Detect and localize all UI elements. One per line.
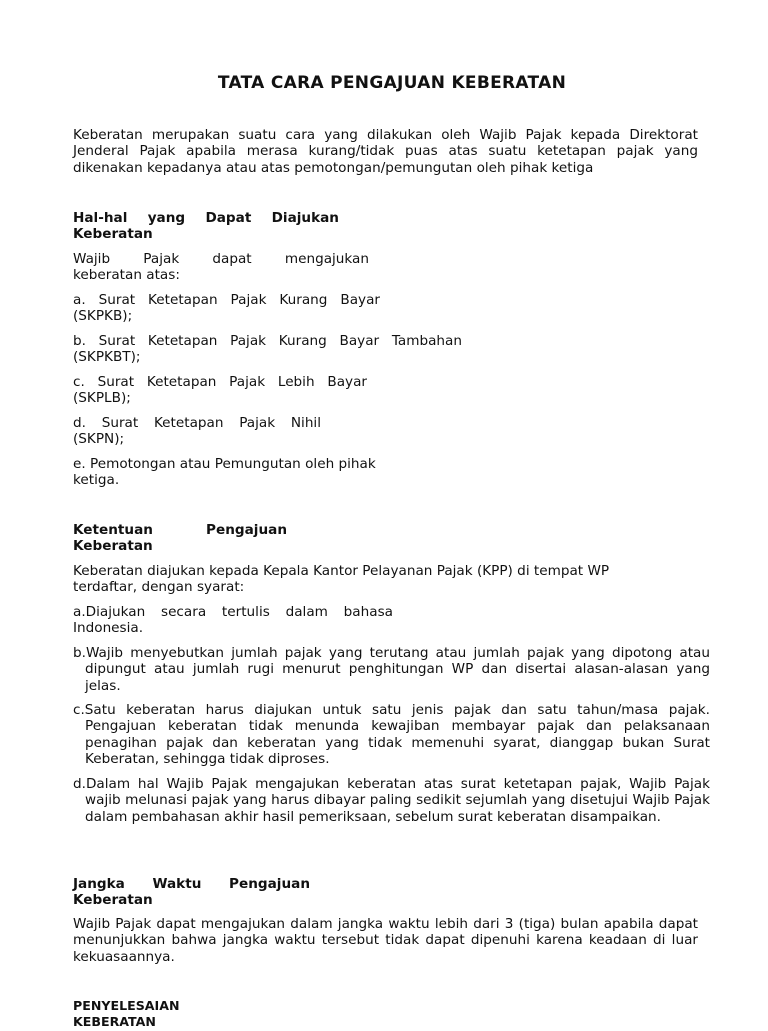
section-heading-line: Jangka Waktu Pengajuan [73,876,310,892]
text-line: keberatan atas: [73,267,180,284]
section3-body: Wajib Pajak dapat mengajukan dalam jangka waktu lebih dari 3 (tiga) bulan apabila dapat menunjukkan bahwa jangka waktu tersebut tidak dapat dipenuhi karena keadaan di luar kekuasaannya. [73,916,698,965]
list-item-skpkbt [73,333,462,366]
section-heading-jangka-waktu [73,876,310,909]
section-heading-line: Keberatan [73,226,153,243]
section2-lead: Keberatan diajukan kepada Kepala Kantor Pelayanan Pajak (KPP) di tempat WP terdaftar, dengan syarat: [73,563,610,596]
section-heading-line: Hal-hal yang Dapat Diajukan [73,210,339,226]
text-line: Wajib Pajak dapat mengajukan [73,251,369,267]
list-item-line: (SKPLB); [73,390,131,407]
requirement-line: a.Diajukan secara tertulis dalam bahasa [73,604,393,620]
section-heading-hal-hal [73,210,339,243]
list-item-line: a. Surat Ketetapan Pajak Kurang Bayar [73,292,380,308]
list-item-line: b. Surat Ketetapan Pajak Kurang Bayar Tambahan [73,333,462,349]
list-item-line: (SKPKBT); [73,349,141,366]
document-title: TATA CARA PENGAJUAN KEBERATAN [217,73,567,93]
list-item-line: (SKPN); [73,431,125,448]
requirement-item-b: b.Wajib menyebutkan jumlah pajak yang terutang atau jumlah pajak yang dipotong atau dipungut atau jumlah rugi menurut penghitungan WP dan disertai alasan-alasan yang jelas. [73,645,710,694]
list-item-line: d. Surat Ketetapan Pajak Nihil [73,415,321,431]
section1-lead [73,251,369,284]
list-item-line: (SKPKB); [73,308,133,325]
section-heading-ketentuan [73,522,287,555]
list-item-pemotongan [73,456,401,489]
list-item-skpn [73,415,321,448]
section-heading-line: Ketentuan Pengajuan [73,522,287,538]
intro-paragraph: Keberatan merupakan suatu cara yang dilakukan oleh Wajib Pajak kepada Direktorat Jenderal Pajak apabila merasa kurang/tidak puas atas suatu ketetapan pajak yang dikenakan kepadanya atau atas pemotongan/pemungutan oleh pihak ketiga [73,127,698,176]
list-item-line: c. Surat Ketetapan Pajak Lebih Bayar [73,374,367,390]
list-item-line: e. Pemotongan atau Pemungutan oleh pihak [73,456,376,472]
requirement-line: Indonesia. [73,620,144,637]
list-item-line: ketiga. [73,472,120,489]
section-heading-line: Keberatan [73,538,153,555]
list-item-skpkb [73,292,380,325]
section-heading-line: Keberatan [73,892,153,909]
requirement-item-d: d.Dalam hal Wajib Pajak mengajukan keberatan atas surat ketetapan pajak, Wajib Pajak wajib melunasi pajak yang harus dibayar paling sedikit sejumlah yang disetujui Wajib Pajak dalam pembahasan akhir hasil pemeriksaan, sebelum surat keberatan disampaikan. [73,776,710,825]
section-heading-line: PENYELESAIAN [73,998,180,1013]
section-heading-line: KEBERATAN [73,1014,156,1030]
requirement-item-c: c.Satu keberatan harus diajukan untuk satu jenis pajak dan satu tahun/masa pajak. Pengajuan keberatan tidak menunda kewajiban membayar pajak dan pelaksanaan penagihan pajak dan keberatan yang tidak memenuhi syarat, dianggap bukan Surat Keberatan, sehingga tidak diproses. [73,702,710,768]
requirement-item-a [73,604,393,637]
list-item-skplb [73,374,367,407]
section-heading-penyelesaian [73,998,273,1031]
